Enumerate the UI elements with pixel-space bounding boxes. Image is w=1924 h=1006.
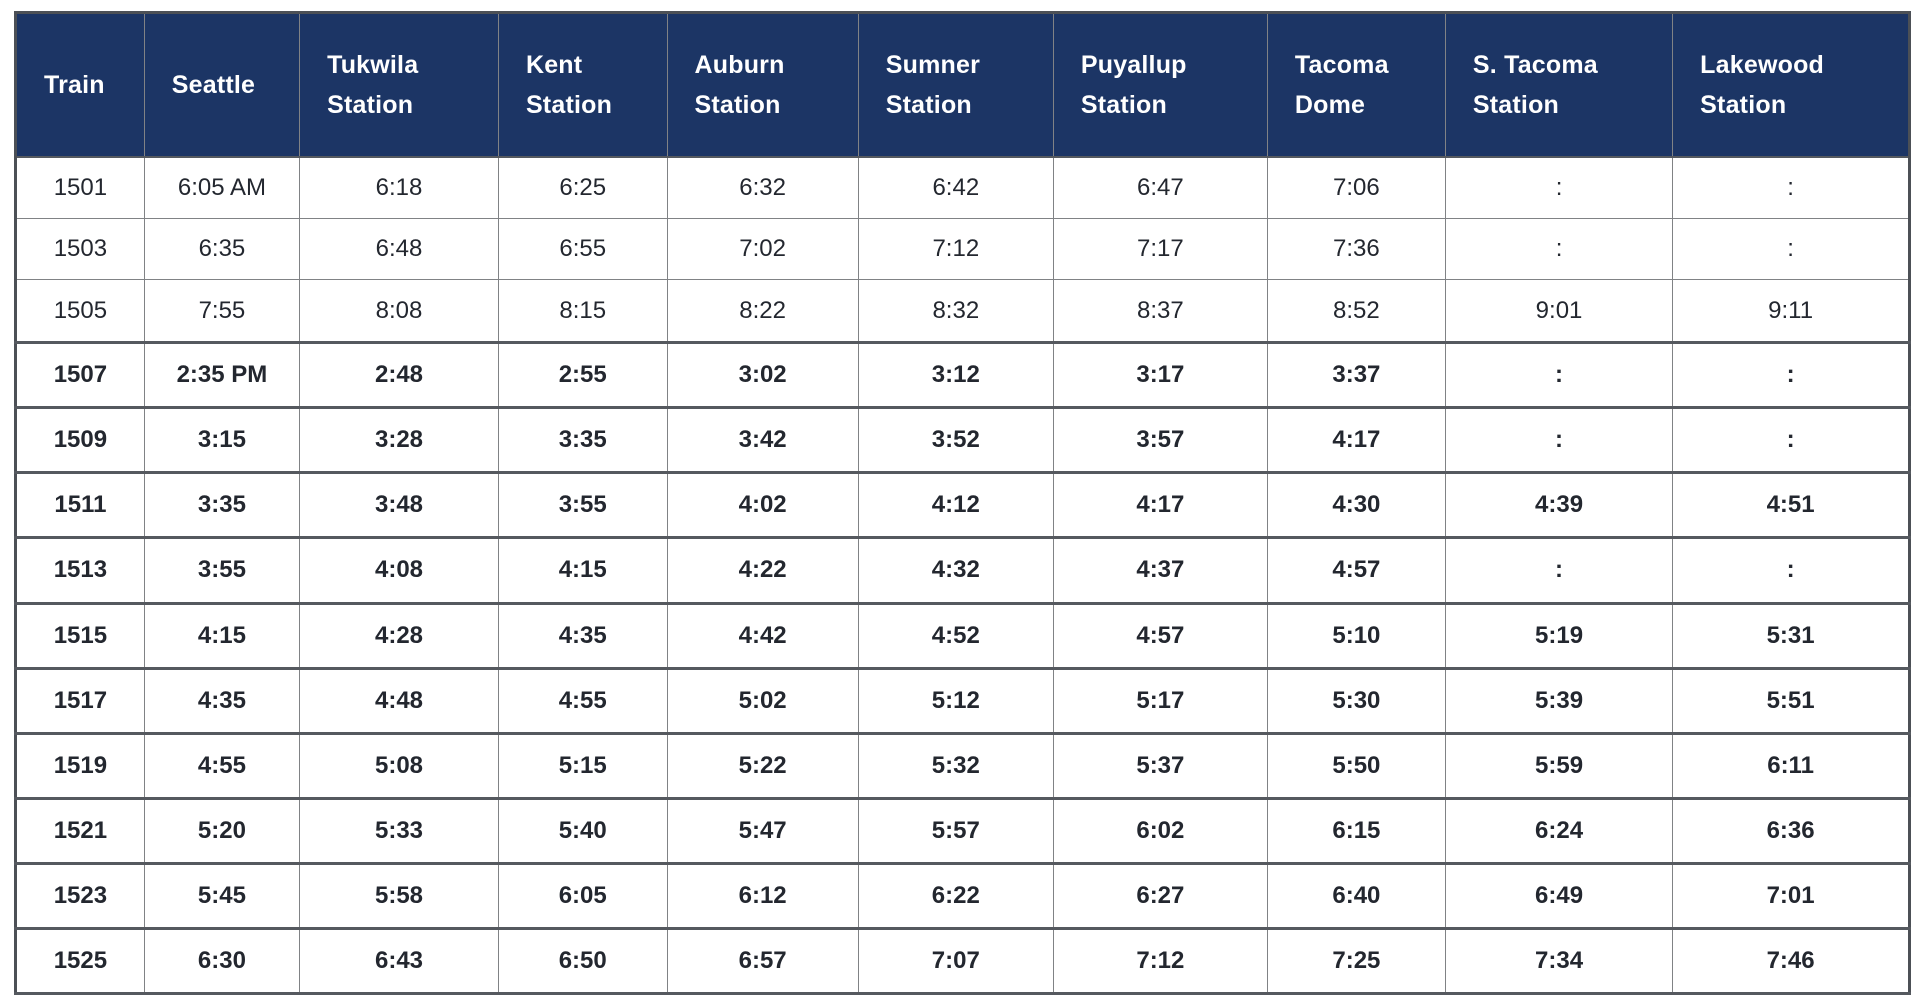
time-cell: 3:28 <box>300 408 499 473</box>
time-cell: : <box>1673 157 1910 219</box>
time-cell: 8:52 <box>1267 280 1445 343</box>
time-cell: 5:31 <box>1673 603 1910 668</box>
time-cell: 8:37 <box>1053 280 1267 343</box>
schedule-body <box>16 157 1910 994</box>
time-cell: 5:33 <box>300 798 499 863</box>
time-cell: 5:08 <box>300 733 499 798</box>
time-cell: 6:42 <box>858 157 1053 219</box>
column-header-puyallup <box>1053 13 1267 158</box>
time-cell: 8:32 <box>858 280 1053 343</box>
train-number-cell: 1509 <box>16 408 145 473</box>
time-cell: 7:01 <box>1673 863 1910 928</box>
time-cell: 3:55 <box>144 538 299 603</box>
column-header-seattle <box>144 13 299 158</box>
train-number-cell: 1519 <box>16 733 145 798</box>
time-cell: 3:35 <box>498 408 667 473</box>
train-schedule-table <box>14 11 1911 995</box>
time-cell: 7:06 <box>1267 157 1445 219</box>
time-cell: 6:43 <box>300 928 499 993</box>
time-cell: 3:37 <box>1267 343 1445 408</box>
schedule-row-1509 <box>16 408 1910 473</box>
time-cell: 5:51 <box>1673 668 1910 733</box>
time-cell: : <box>1673 538 1910 603</box>
train-number-cell: 1511 <box>16 473 145 538</box>
time-cell: 4:35 <box>144 668 299 733</box>
time-cell: : <box>1445 538 1672 603</box>
time-cell: 8:08 <box>300 280 499 343</box>
schedule-row-1505 <box>16 280 1910 343</box>
column-header-label: Sumner <box>885 51 981 79</box>
time-cell: 5:58 <box>300 863 499 928</box>
time-cell: 7:46 <box>1673 928 1910 993</box>
time-cell: 5:39 <box>1445 668 1672 733</box>
column-header-label: Station <box>1700 91 1787 119</box>
time-cell: : <box>1445 343 1672 408</box>
column-header-label: Train <box>44 71 105 99</box>
train-number-cell: 1505 <box>16 280 145 343</box>
time-cell: 4:57 <box>1267 538 1445 603</box>
time-cell: 5:22 <box>667 733 858 798</box>
time-cell: 7:55 <box>144 280 299 343</box>
time-cell: 5:15 <box>498 733 667 798</box>
column-header-label: Auburn <box>694 51 785 79</box>
time-cell: 7:07 <box>858 928 1053 993</box>
time-cell: 4:37 <box>1053 538 1267 603</box>
time-cell: 6:12 <box>667 863 858 928</box>
time-cell: 5:45 <box>144 863 299 928</box>
time-cell: 3:35 <box>144 473 299 538</box>
time-cell: 6:24 <box>1445 798 1672 863</box>
train-number-cell: 1503 <box>16 219 145 280</box>
time-cell: 2:48 <box>300 343 499 408</box>
time-cell: 7:17 <box>1053 219 1267 280</box>
time-cell: 6:02 <box>1053 798 1267 863</box>
column-header-label: Seattle <box>171 71 256 99</box>
schedule-row-1513 <box>16 538 1910 603</box>
time-cell: 5:40 <box>498 798 667 863</box>
time-cell: 7:12 <box>858 219 1053 280</box>
time-cell: 3:42 <box>667 408 858 473</box>
time-cell: 4:42 <box>667 603 858 668</box>
schedule-row-1525 <box>16 928 1910 993</box>
time-cell: 6:32 <box>667 157 858 219</box>
time-cell: 5:10 <box>1267 603 1445 668</box>
time-cell: 8:15 <box>498 280 667 343</box>
column-header-label: Dome <box>1294 91 1366 119</box>
train-number-cell: 1525 <box>16 928 145 993</box>
time-cell: 6:40 <box>1267 863 1445 928</box>
time-cell: 5:30 <box>1267 668 1445 733</box>
column-header-label: Station <box>1080 91 1167 119</box>
time-cell: 5:47 <box>667 798 858 863</box>
time-cell: 5:57 <box>858 798 1053 863</box>
train-number-cell: 1521 <box>16 798 145 863</box>
time-cell: 5:59 <box>1445 733 1672 798</box>
time-cell: 7:25 <box>1267 928 1445 993</box>
schedule-header <box>16 13 1910 158</box>
column-header-tukwila <box>300 13 499 158</box>
time-cell: 4:48 <box>300 668 499 733</box>
time-cell: 4:08 <box>300 538 499 603</box>
time-cell: 5:20 <box>144 798 299 863</box>
time-cell: : <box>1445 408 1672 473</box>
schedule-row-1517 <box>16 668 1910 733</box>
column-header-label: Lakewood <box>1700 51 1825 79</box>
time-cell: 6:48 <box>300 219 499 280</box>
schedule-row-1501 <box>16 157 1910 219</box>
schedule-header-row <box>16 13 1910 158</box>
time-cell: 8:22 <box>667 280 858 343</box>
train-number-cell: 1507 <box>16 343 145 408</box>
time-cell: 4:51 <box>1673 473 1910 538</box>
column-header-label: Puyallup <box>1080 51 1187 79</box>
column-header-label: Kent <box>525 51 583 79</box>
time-cell: 6:11 <box>1673 733 1910 798</box>
time-cell: : <box>1673 408 1910 473</box>
time-cell: : <box>1445 157 1672 219</box>
time-cell: 4:28 <box>300 603 499 668</box>
time-cell: 4:55 <box>498 668 667 733</box>
time-cell: 6:50 <box>498 928 667 993</box>
time-cell: 3:17 <box>1053 343 1267 408</box>
schedule-row-1521 <box>16 798 1910 863</box>
time-cell: 6:47 <box>1053 157 1267 219</box>
time-cell: 4:15 <box>144 603 299 668</box>
time-cell: 3:52 <box>858 408 1053 473</box>
time-cell: 9:11 <box>1673 280 1910 343</box>
time-cell: 6:15 <box>1267 798 1445 863</box>
time-cell: 6:25 <box>498 157 667 219</box>
time-cell: 5:19 <box>1445 603 1672 668</box>
schedule-row-1523 <box>16 863 1910 928</box>
schedule-row-1519 <box>16 733 1910 798</box>
time-cell: 3:55 <box>498 473 667 538</box>
schedule-row-1511 <box>16 473 1910 538</box>
time-cell: : <box>1673 219 1910 280</box>
column-header-label: Station <box>525 91 613 119</box>
schedule-row-1507 <box>16 343 1910 408</box>
time-cell: : <box>1445 219 1672 280</box>
time-cell: 4:55 <box>144 733 299 798</box>
time-cell: 6:57 <box>667 928 858 993</box>
time-cell: 3:48 <box>300 473 499 538</box>
time-cell: 4:12 <box>858 473 1053 538</box>
time-cell: 3:57 <box>1053 408 1267 473</box>
time-cell: 4:57 <box>1053 603 1267 668</box>
schedule-row-1503 <box>16 219 1910 280</box>
time-cell: 5:32 <box>858 733 1053 798</box>
column-header-tacoma <box>1267 13 1445 158</box>
time-cell: 9:01 <box>1445 280 1672 343</box>
column-header-label: Station <box>885 91 972 119</box>
column-header-auburn <box>667 13 858 158</box>
time-cell: 6:18 <box>300 157 499 219</box>
column-header-label: Station <box>694 91 781 119</box>
time-cell: 6:05 AM <box>144 157 299 219</box>
column-header-label: Tacoma <box>1294 51 1389 79</box>
column-header-s-tacoma <box>1445 13 1672 158</box>
time-cell: 6:35 <box>144 219 299 280</box>
time-cell: 2:35 PM <box>144 343 299 408</box>
time-cell: 4:30 <box>1267 473 1445 538</box>
schedule-row-1515 <box>16 603 1910 668</box>
train-number-cell: 1513 <box>16 538 145 603</box>
time-cell: 5:50 <box>1267 733 1445 798</box>
time-cell: 7:02 <box>667 219 858 280</box>
time-cell: 4:17 <box>1053 473 1267 538</box>
time-cell: 5:12 <box>858 668 1053 733</box>
train-number-cell: 1501 <box>16 157 145 219</box>
time-cell: 4:39 <box>1445 473 1672 538</box>
time-cell: 7:12 <box>1053 928 1267 993</box>
time-cell: 2:55 <box>498 343 667 408</box>
time-cell: 3:02 <box>667 343 858 408</box>
time-cell: 6:05 <box>498 863 667 928</box>
column-header-kent <box>498 13 667 158</box>
time-cell: 3:12 <box>858 343 1053 408</box>
time-cell: 6:30 <box>144 928 299 993</box>
column-header-label: Tukwila <box>327 51 419 79</box>
time-cell: 5:37 <box>1053 733 1267 798</box>
time-cell: 6:55 <box>498 219 667 280</box>
column-header-label: S. Tacoma <box>1472 51 1598 79</box>
time-cell: 4:32 <box>858 538 1053 603</box>
time-cell: 6:27 <box>1053 863 1267 928</box>
time-cell: 4:52 <box>858 603 1053 668</box>
time-cell: 4:02 <box>667 473 858 538</box>
column-header-lakewood <box>1673 13 1910 158</box>
train-number-cell: 1517 <box>16 668 145 733</box>
time-cell: 4:17 <box>1267 408 1445 473</box>
time-cell: 6:36 <box>1673 798 1910 863</box>
time-cell: 5:02 <box>667 668 858 733</box>
time-cell: 4:15 <box>498 538 667 603</box>
column-header-train <box>16 13 145 158</box>
train-number-cell: 1523 <box>16 863 145 928</box>
time-cell: 4:22 <box>667 538 858 603</box>
time-cell: 6:49 <box>1445 863 1672 928</box>
column-header-label: Station <box>327 91 414 119</box>
time-cell: : <box>1673 343 1910 408</box>
time-cell: 7:36 <box>1267 219 1445 280</box>
time-cell: 7:34 <box>1445 928 1672 993</box>
column-header-label: Station <box>1472 91 1560 119</box>
time-cell: 3:15 <box>144 408 299 473</box>
train-number-cell: 1515 <box>16 603 145 668</box>
time-cell: 5:17 <box>1053 668 1267 733</box>
time-cell: 6:22 <box>858 863 1053 928</box>
column-header-sumner <box>858 13 1053 158</box>
time-cell: 4:35 <box>498 603 667 668</box>
